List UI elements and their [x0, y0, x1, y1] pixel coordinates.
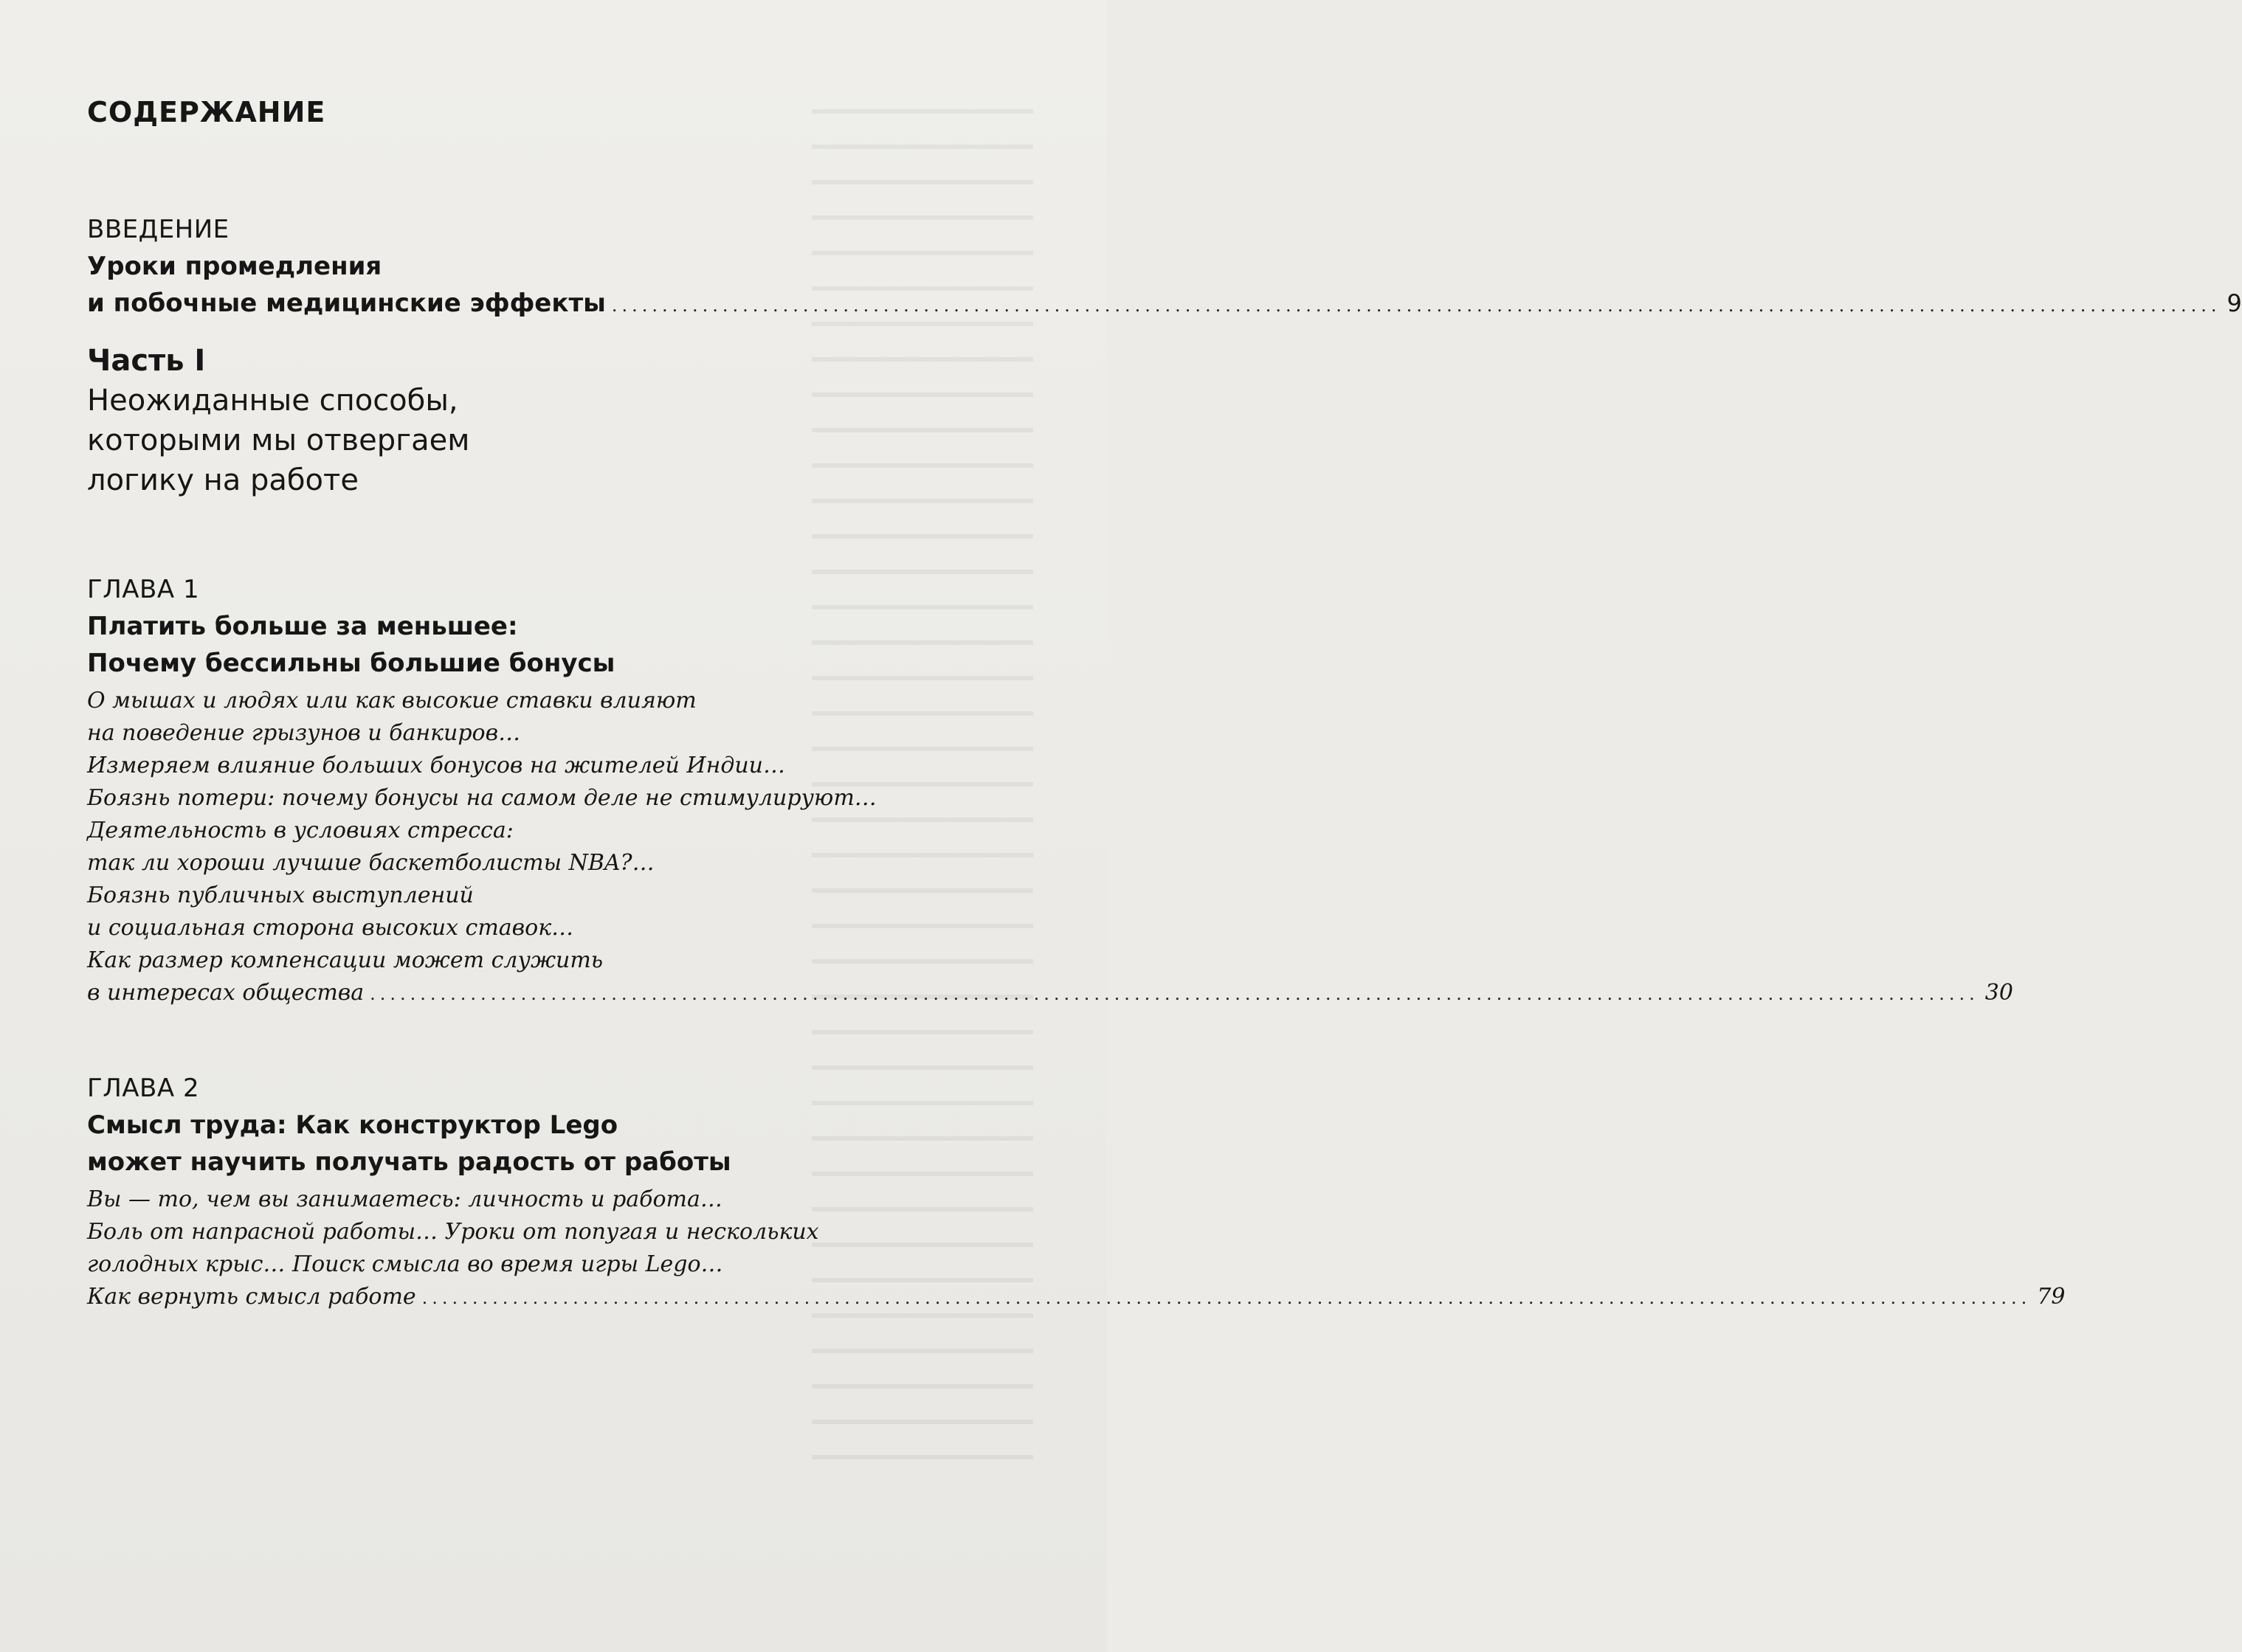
- intro-heading-row: [87, 285, 2242, 322]
- chapter2-label: ГЛАВА 2: [87, 1074, 200, 1103]
- chapter1-item: Боязнь публичных выступлений: [87, 882, 474, 908]
- part1-label: Часть I: [87, 344, 206, 378]
- chapter1-label: ГЛАВА 1: [87, 575, 200, 604]
- chapter1-heading-line2: Почему бессильны большие бонусы: [87, 649, 615, 678]
- part1-title-line3: логику на работе: [87, 463, 359, 497]
- chapter1-last-item: в интересах общества: [87, 980, 365, 1006]
- chapter2-page-number: 79: [2037, 1284, 2066, 1310]
- chapter1-item: Как размер компенсации может служить: [87, 947, 604, 973]
- chapter2-item: голодных крыс… Поиск смысла во время игры Lego…: [87, 1251, 723, 1277]
- chapter2-item: Боль от напрасной работы… Уроки от попугая и нескольких: [87, 1219, 819, 1245]
- chapter1-item: на поведение грызунов и банкиров…: [87, 720, 521, 746]
- chapter2-heading-line1: Смысл труда: Как конструктор Lego: [87, 1110, 618, 1140]
- chapter1-item: Боязнь потери: почему бонусы на самом деле не стимулируют…: [87, 785, 877, 811]
- dot-leader: ................................................................................................................................................................: [370, 984, 1979, 1004]
- chapter2-last-row: [87, 1281, 2066, 1313]
- chapter1-item: так ли хороши лучшие баскетболисты NBA?…: [87, 850, 655, 876]
- chapter1-entry: [87, 571, 2013, 1009]
- chapter1-item: Измеряем влияние больших бонусов на жителей Индии…: [87, 753, 785, 778]
- dot-leader: ................................................................................................................................................................: [421, 1288, 2032, 1308]
- chapter1-item: Деятельность в условиях стресса:: [87, 818, 514, 843]
- toc-title: СОДЕРЖАНИЕ: [87, 96, 326, 128]
- chapter2-heading-line2: может научить получать радость от работы: [87, 1147, 731, 1177]
- intro-page-number: 9: [2227, 289, 2242, 317]
- dot-leader: ................................................................................................................................................................: [611, 295, 2221, 316]
- chapter2-entry: [87, 1070, 2066, 1313]
- part1-entry: [87, 341, 1039, 500]
- table-of-contents: [87, 96, 2242, 1313]
- chapter2-item: Вы — то, чем вы занимаетесь: личность и работа…: [87, 1186, 722, 1212]
- chapter1-heading-line1: Платить больше за меньшее:: [87, 612, 518, 641]
- part1-title-line2: которыми мы отвергаем: [87, 424, 470, 457]
- chapter1-last-row: [87, 977, 2013, 1009]
- part1-title-line1: Неожиданные способы,: [87, 384, 458, 418]
- chapter1-page-number: 30: [1984, 980, 2013, 1006]
- intro-heading-line1: Уроки промедления: [87, 252, 382, 281]
- intro-heading-line2: и побочные медицинские эффекты: [87, 288, 606, 318]
- chapter1-item: и социальная сторона высоких ставок…: [87, 915, 574, 941]
- intro-label: ВВЕДЕНИЕ: [87, 215, 230, 244]
- intro-entry: [87, 211, 2242, 322]
- chapter1-item: О мышах и людях или как высокие ставки влияют: [87, 688, 697, 713]
- chapter2-last-item: Как вернуть смысл работе: [87, 1284, 416, 1310]
